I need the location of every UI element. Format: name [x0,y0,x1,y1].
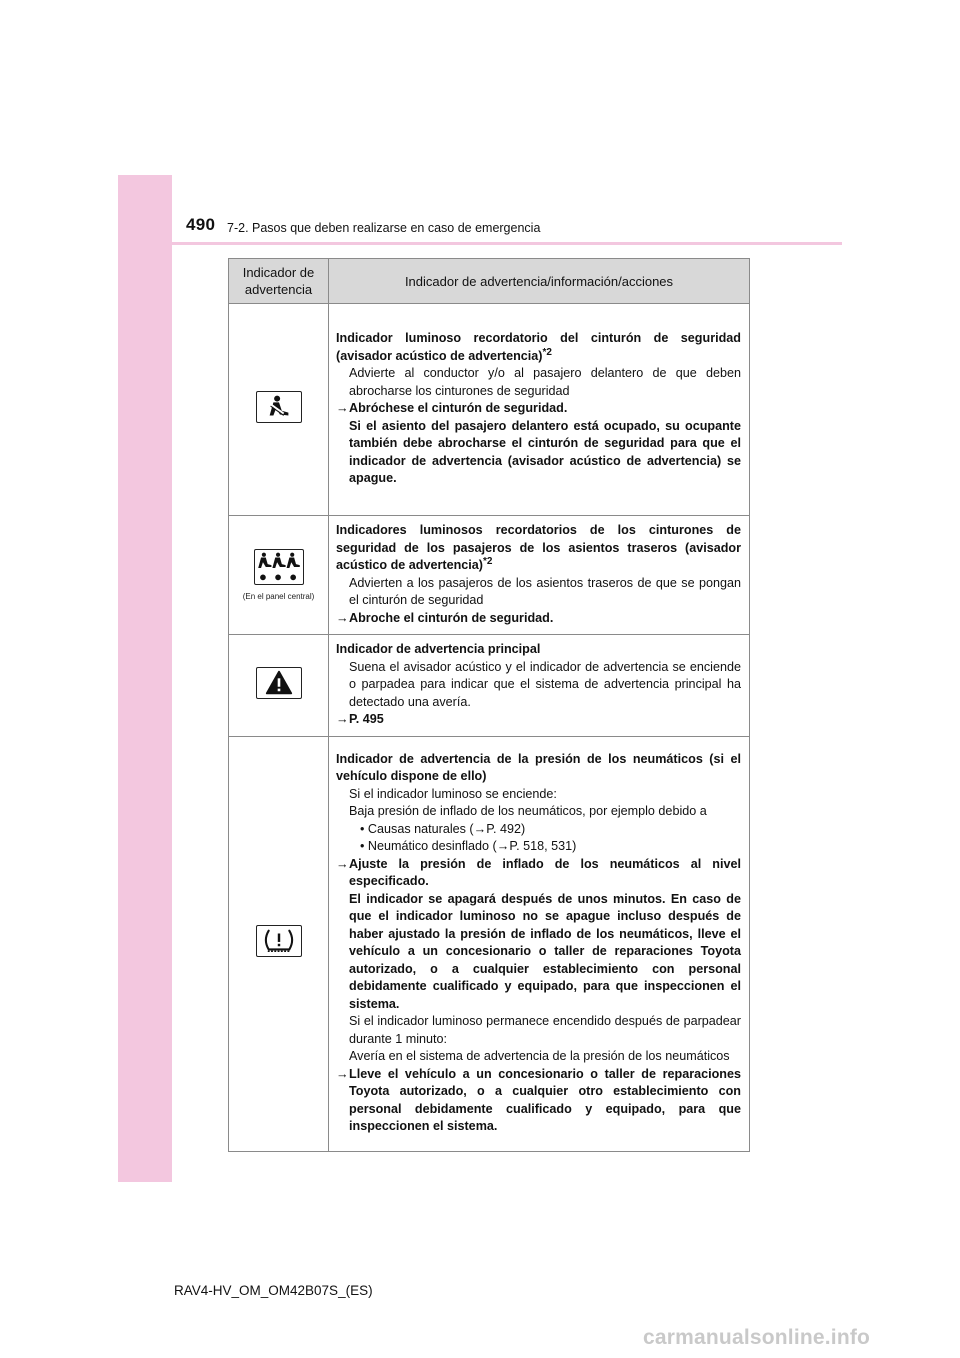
description-cell [329,304,750,516]
table-row [229,304,750,516]
indicator-body: Si el indicador luminoso permanece encendido después de parpadear durante 1 minuto: [349,1014,741,1046]
watermark: carmanualsonline.info [643,1326,871,1349]
warning-indicator-table [228,258,750,1152]
tire-pressure-warning-icon [256,925,302,957]
manual-id: RAV4-HV_OM_OM42B07S_(ES) [174,1283,373,1298]
indicator-action: Ajuste la presión de inflado de los neumáticos al nivel especificado. [349,856,741,888]
table-header-row [229,259,750,304]
indicator-title: Indicador de advertencia principal [336,642,541,656]
list-item: • Causas naturales (→P. 492) [336,821,741,839]
rear-seatbelt-reminder-icon [254,549,304,585]
table-row [229,736,750,1151]
description-cell [329,635,750,737]
table-row [229,635,750,737]
arrow-icon: → [336,1066,349,1081]
arrow-icon: → [336,401,349,416]
chapter-side-band [118,175,172,1182]
indicator-body: Advierte al conductor y/o al pasajero delantero de que deben abrocharse los cinturones de seguridad [349,366,741,398]
page-reference: P. 492 [486,821,522,836]
indicator-title: Indicadores luminosos recordatorios de los cinturones de seguridad de los pasajeros de los asientos traseros (avisador acústico de advertencia) [336,523,741,572]
seatbelt-reminder-icon [256,391,302,423]
arrow-icon: → [473,821,487,836]
description-cell [329,516,750,635]
indicator-action: Abróchese el cinturón de seguridad. [349,401,568,416]
section-title: 7-2. Pasos que deben realizarse en caso de emergencia [227,221,541,235]
arrow-icon: → [496,839,510,853]
indicator-cell [229,516,329,635]
arrow-icon: → [336,712,349,726]
indicator-action: P. 495 [349,712,384,726]
column-header-indicator: Indicador de advertencia [229,259,329,304]
page-number: 490 [186,215,216,234]
indicator-body: Avería en el sistema de advertencia de la presión de los neumáticos [349,1049,730,1063]
indicator-action-detail: Si el asiento del pasajero delantero está ocupado, su ocupante también debe abrocharse el cinturón de seguridad para que el indicador de advertencia (avisador acústico de advertencia) se apague. [349,418,741,486]
column-header-description: Indicador de advertencia/información/acciones [329,259,750,304]
list-item: • Neumático desinflado (→P. 518, 531) [336,838,741,856]
indicator-body: Suena el avisador acústico y el indicador de advertencia se enciende o parpadea para indicar que el sistema de advertencia principal ha detectado una avería. [349,659,741,709]
indicator-body: Advierten a los pasajeros de los asientos traseros de que se pongan el cinturón de seguridad [349,575,741,607]
indicator-title: Indicador de advertencia de la presión de los neumáticos (si el vehículo dispone de ello) [336,751,741,783]
description-cell [329,736,750,1151]
indicator-action: Lleve el vehículo a un concesionario o taller de reparaciones Toyota autorizado, o a cualquier otro establecimiento con personal debidamente cualificado y equipado, para que inspeccionen el sistema. [349,1066,741,1133]
indicator-cell [229,635,329,737]
footnote-ref: *2 [542,346,552,358]
arrow-icon: → [336,610,349,625]
header-rule [118,242,842,245]
indicator-body: Baja presión de inflado de los neumáticos, por ejemplo debido a [349,804,707,818]
icon-caption: (En el panel central) [242,592,315,602]
master-warning-icon [256,667,302,699]
indicator-body: Si el indicador luminoso se enciende: [349,786,557,801]
indicator-action: Abroche el cinturón de seguridad. [349,610,554,625]
table-row [229,516,750,635]
indicator-cell [229,304,329,516]
arrow-icon: → [336,856,349,871]
footnote-ref: *2 [483,555,493,567]
indicator-title: Indicador luminoso recordatorio del cinturón de seguridad (avisador acústico de advertencia) [336,331,741,363]
page-reference: P. 518, 531 [509,839,573,853]
indicator-cell [229,736,329,1151]
indicator-action-detail: El indicador se apagará después de unos minutos. En caso de que el indicador luminoso no se apague incluso después de haber ajustado la presión de inflado de los neumáticos, lleve el vehículo a un concesionario o taller de reparaciones Toyota autorizado, o a cualquier establecimiento con personal debidamente cualificado y equipado, para que inspeccionen el sistema. [349,891,741,1011]
